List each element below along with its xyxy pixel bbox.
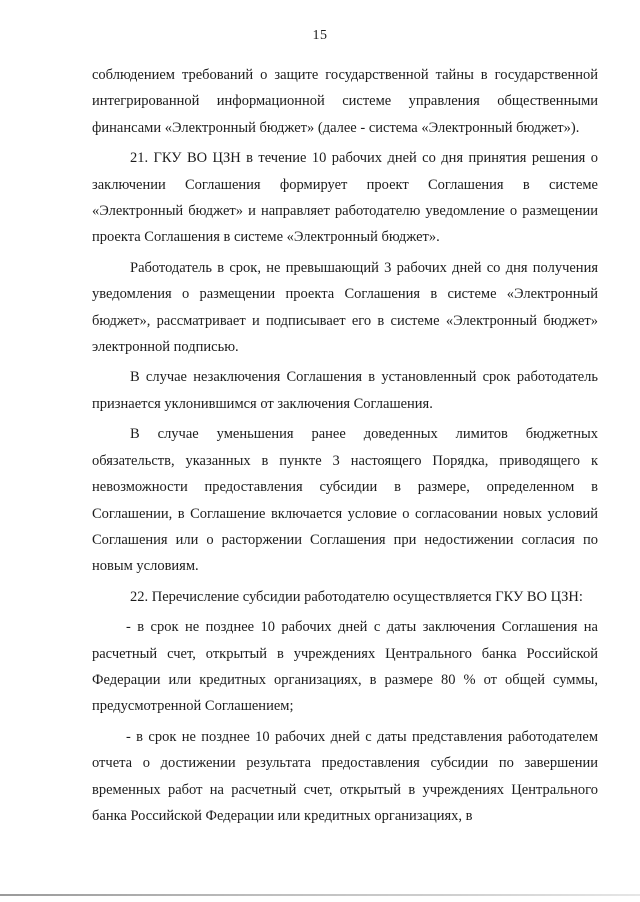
- list-item-second-transfer: - в срок не позднее 10 рабочих дней с даты представления работодателем отчета о достижении результата предоставления субсидии по завершении временных работ на расчетный счет, открытый в учреждениях Центрального банка Российской Федерации или кредитных организациях, в: [92, 728, 598, 824]
- paragraph-employer-term: Работодатель в срок, не превышающий 3 рабочих дней со дня получения уведомления о размещении проекта Соглашения в системе «Электронный бюджет», рассматривает и подписывает его в системе «Электронный бюджет» электронной подписью.: [92, 259, 598, 356]
- list-item-first-transfer: - в срок не позднее 10 рабочих дней с даты заключения Соглашения на расчетный счет, открытый в учреждениях Центрального банка Российской Федерации или кредитных организациях, в размере 80 % от общей суммы, предусмотренной Соглашением;: [92, 619, 598, 715]
- page-number: 15: [312, 28, 328, 43]
- paragraph-item-21: 21. ГКУ ВО ЦЗН в течение 10 рабочих дней со дня принятия решения о заключении Соглашения формирует проект Соглашения в системе «Электронный бюджет» и направляет работодателю уведомление о размещении проекта Соглашения в системе «Электронный бюджет».: [92, 150, 598, 246]
- paragraph-continuation: соблюдением требований о защите государственной тайны в государственной интегрированной информационной системе управления общественными финансами «Электронный бюджет» (далее - система «Электронный бюджет»).: [92, 67, 598, 136]
- paragraph-non-conclusion: В случае незаключения Соглашения в установленный срок работодатель признается уклонившимся от заключения Соглашения.: [92, 369, 598, 412]
- paragraph-limits-reduction: В случае уменьшения ранее доведенных лимитов бюджетных обязательств, указанных в пункте 3 настоящего Порядка, приводящего к невозможности предоставления субсидии в размере, определенном в Соглашении, в Соглашение включается условие о согласовании новых условий Соглашения или о расторжении Соглашения при недостижении согласия по новым условиям.: [92, 426, 598, 575]
- paragraph-item-22: 22. Перечисление субсидии работодателю осуществляется ГКУ ВО ЦЗН:: [130, 588, 583, 605]
- scan-edge-line: [0, 894, 640, 896]
- document-body: [92, 62, 598, 829]
